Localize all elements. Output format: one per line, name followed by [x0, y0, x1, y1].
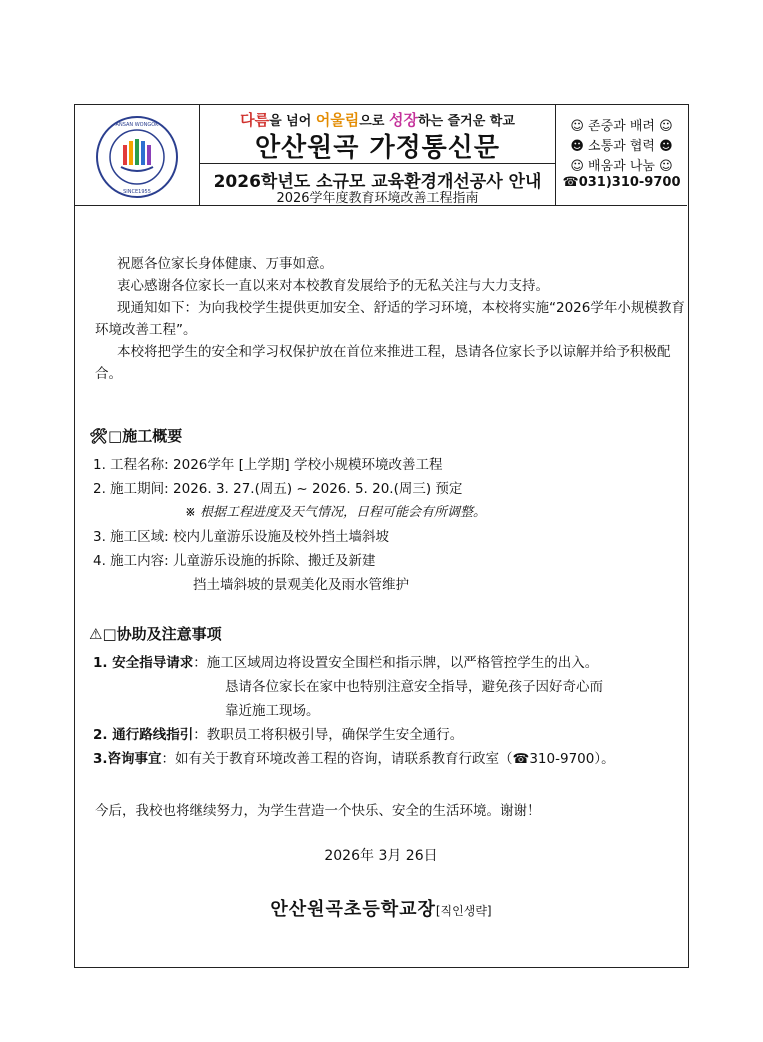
letter-date: 2026年 3月 26日 [324, 848, 438, 864]
value-respect: ☺ 존중과 배려 ☺ [570, 119, 673, 134]
overview-note: ※ 根据工程进度及天气情况，日程可能会有所调整。 [185, 505, 487, 520]
slogan-word-1: 다름 [240, 111, 270, 129]
cooperation-item-safety-label: 1. 安全指导请求 [93, 655, 194, 671]
overview-item-content-cont: 挡土墙斜坡的景观美化及雨水管维护 [193, 577, 409, 593]
cooperation-item-inquiry [93, 747, 615, 767]
cooperation-item-route-text: ：教职员工将积极引导，确保学生安全通行。 [193, 727, 464, 743]
closing-remark: 今后，我校也将继续努力，为学生营造一个快乐、安全的生活环境。谢谢！ [95, 803, 541, 819]
intro-paragraph-4: 本校将把学生的安全和学习权保护放在首位来推进工程，恳请各位家长予以谅解并给予积极配合。 [95, 344, 671, 382]
overview-item-period: 2. 施工期间: 2026. 3. 27.(周五) ~ 2026. 5. 20.(周三) 预定 [93, 481, 463, 497]
cooperation-item-safety-cont2: 靠近施工现场。 [225, 703, 320, 719]
section-overview-label: □施工概要 [108, 427, 183, 445]
intro-text [95, 253, 685, 385]
school-phone: ☎031)310-9700 [562, 175, 681, 190]
slogan-part-2: 을 넘어 [269, 114, 316, 129]
slogan-part-4: 으로 [359, 114, 389, 129]
school-values [556, 105, 687, 205]
title-cell [200, 105, 556, 205]
signer [75, 895, 687, 921]
overview-item-area: 3. 施工区域: 校内儿童游乐设施及校外挡土墙斜坡 [93, 529, 390, 545]
cooperation-item-safety [93, 651, 598, 671]
seal-omitted: [직인생략] [435, 904, 492, 918]
section-cooperation-label: □协助及注意事项 [102, 625, 222, 643]
cooperation-item-inquiry-label: 3.咨询事宜 [93, 751, 162, 767]
section-cooperation-title [89, 623, 222, 644]
school-logo [95, 115, 179, 199]
svg-text:ANSAN WONGOK: ANSAN WONGOK [115, 122, 159, 128]
slogan-part-6: 하는 즐거운 학교 [417, 114, 515, 129]
letter-frame [74, 104, 689, 968]
slogan-word-2: 어울림 [315, 111, 360, 129]
letter-header [75, 105, 687, 206]
subtitle-korean: 2026학년도 소규모 교육환경개선공사 안내 [213, 172, 542, 192]
section-overview-title [89, 425, 182, 446]
overview-item-name: 1. 工程名称: 2026学年 [上学期] 学校小规模环境改善工程 [93, 457, 443, 473]
cooperation-item-safety-text: ：施工区域周边将设置安全围栏和指示牌，以严格管控学生的出入。 [193, 655, 599, 671]
cooperation-item-safety-cont1: 恳请各位家长在家中也特别注意安全指导，避免孩子因好奇心而 [225, 679, 603, 695]
value-learning: ☺ 배움과 나눔 ☺ [570, 159, 673, 174]
intro-paragraph-2: 衷心感谢各位家长一直以来对本校教育发展给予的无私关注与大力支持。 [117, 278, 549, 294]
overview-item-content: 4. 施工内容: 儿童游乐设施的拆除、搬迁及新建 [93, 553, 376, 569]
warning-icon: ⚠ [89, 625, 103, 643]
slogan-word-3: 성장 [388, 111, 418, 129]
value-communication: ☻ 소통과 협력 ☻ [570, 139, 673, 154]
signer-name: 안산원곡초등학교장 [270, 899, 436, 920]
intro-paragraph-1: 祝愿各位家长身体健康、万事如意。 [117, 256, 333, 272]
cooperation-item-route-label: 2. 通行路线指引 [93, 727, 194, 743]
subtitle-chinese: 2026学年度教育环境改善工程指南 [276, 191, 479, 206]
logo-cell [75, 105, 200, 205]
tools-icon: 🛠 [89, 427, 109, 445]
title-divider [200, 163, 555, 164]
svg-text:SINCE1955: SINCE1955 [123, 189, 151, 195]
intro-paragraph-3: 现通知如下：为向我校学生提供更加安全、舒适的学习环境，本校将实施“2026学年小规模教育环境改善工程”。 [95, 300, 685, 338]
cooperation-item-inquiry-text: ：如有关于教育环境改善工程的咨询，请联系教育行政室（☎310-9700）。 [161, 751, 615, 767]
cooperation-item-route [93, 723, 463, 743]
newsletter-title: 안산원곡 가정통신문 [254, 133, 501, 163]
